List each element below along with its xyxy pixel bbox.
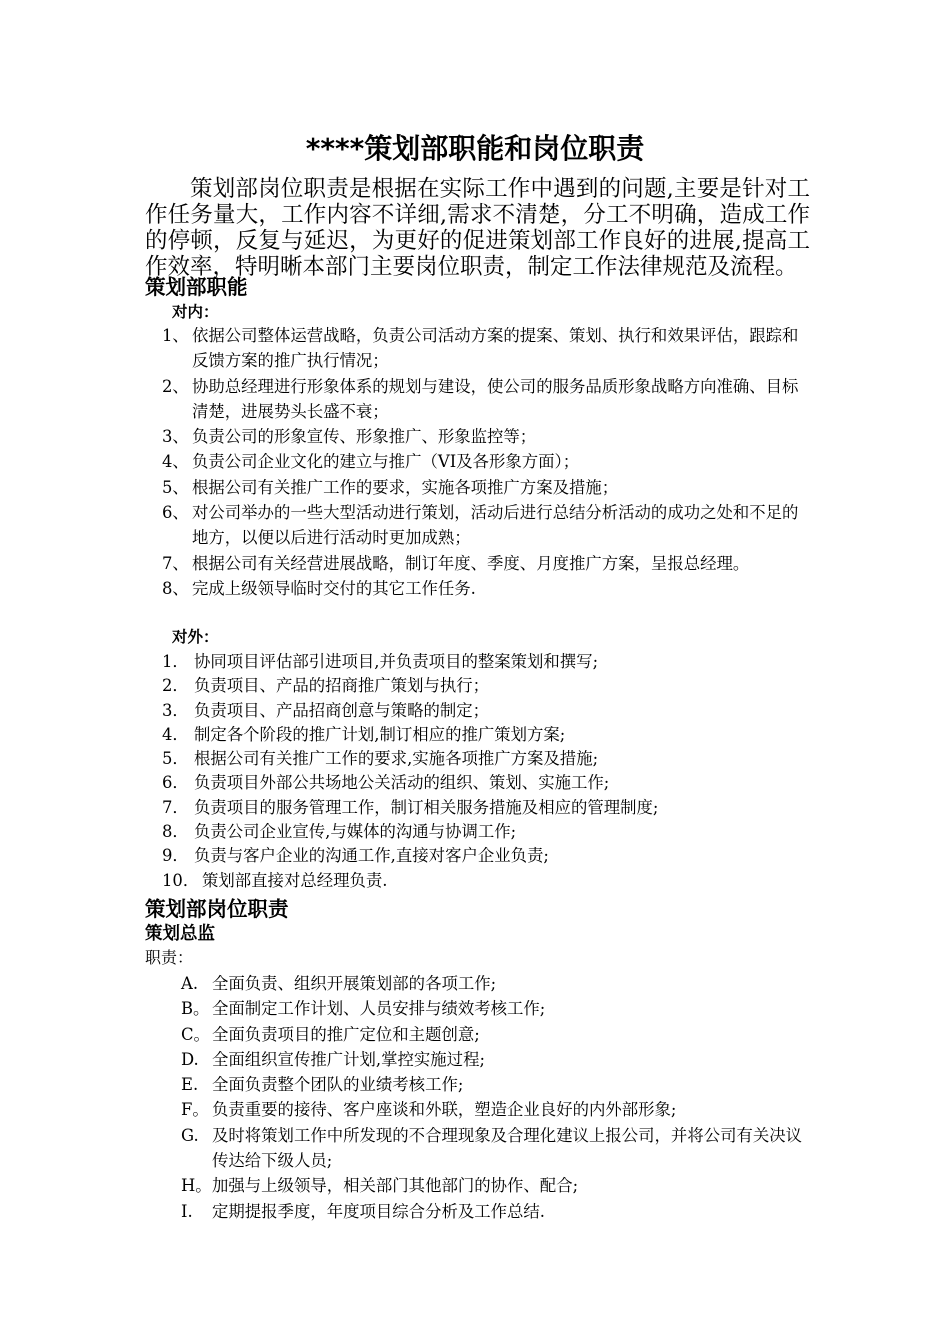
internal-function-item <box>162 576 812 601</box>
duty-item <box>181 1123 811 1174</box>
list-item-text: 根据公司有关推广工作的要求,实施各项推广方案及措施; <box>194 749 599 769</box>
list-item-text: 全面负责、组织开展策划部的各项工作; <box>212 974 497 993</box>
list-item-text: 负责项目的服务管理工作，制订相关服务措施及相应的管理制度; <box>194 797 659 817</box>
duty-item <box>181 1072 811 1097</box>
list-item-text: 完成上级领导临时交付的其它工作任务. <box>192 578 476 598</box>
list-item-text: 负责项目、产品的招商推广策划与执行； <box>194 676 490 696</box>
list-item-text: 制定各个阶段的推广计划,制订相应的推广策划方案; <box>194 724 566 744</box>
duty-item <box>181 1199 811 1224</box>
external-function-item <box>162 723 812 747</box>
list-item-number: 1． <box>162 652 189 671</box>
external-function-item <box>162 747 812 771</box>
internal-function-item <box>162 500 812 551</box>
list-item-text: 策划部直接对总经理负责. <box>202 870 388 890</box>
external-function-item <box>162 844 812 868</box>
list-item-number: 9． <box>162 846 189 866</box>
list-item-number: 7、 <box>162 553 189 573</box>
internal-functions-list <box>162 323 812 601</box>
list-item-text: 全面组织宣传推广计划,掌控实施过程; <box>212 1049 485 1069</box>
internal-function-item <box>162 449 812 474</box>
list-item-number: I. <box>181 1201 193 1221</box>
external-function-item <box>162 869 812 893</box>
internal-function-item <box>162 323 812 374</box>
list-item-number: 6． <box>162 773 189 793</box>
list-item-text: 根据公司有关推广工作的要求，实施各项推广方案及措施； <box>192 477 619 497</box>
internal-function-item <box>162 475 812 500</box>
list-item-number: 2、 <box>162 376 189 396</box>
external-function-item <box>162 820 812 844</box>
internal-label: 对内： <box>172 303 219 321</box>
external-function-item <box>162 796 812 820</box>
external-function-item <box>162 771 812 795</box>
duty-item <box>181 1097 811 1122</box>
internal-function-item <box>162 551 812 576</box>
list-item-number: 5． <box>162 749 189 769</box>
internal-function-item <box>162 424 812 449</box>
list-item-number: 7． <box>162 797 189 817</box>
list-item-text: 及时将策划工作中所发现的不合理现象及合理化建议上报公司，并将公司有关决议传达给下级人员; <box>212 1125 803 1171</box>
duty-item <box>181 971 811 996</box>
list-item-text: 负责公司企业文化的建立与推广（VI及各形象方面）； <box>192 452 580 472</box>
role-heading: 策划总监 <box>145 924 215 944</box>
list-item-text: 负责重要的接待、客户座谈和外联，塑造企业良好的内外部形象; <box>212 1100 677 1120</box>
external-function-item <box>162 699 812 723</box>
section-heading-duties: 策划部岗位职责 <box>145 897 289 921</box>
list-item-number: G. <box>181 1125 199 1145</box>
section-heading-functions: 策划部职能 <box>145 275 248 299</box>
external-function-item <box>162 650 812 674</box>
external-functions-list <box>162 650 812 893</box>
list-item-text: 对公司举办的一些大型活动进行策划，活动后进行总结分析活动的成功之处和不足的地方，以便以后进行活动时更加成熟； <box>192 503 799 548</box>
list-item-number: B。 <box>181 999 210 1019</box>
list-item-text: 依据公司整体运营战略，负责公司活动方案的提案、策划、执行和效果评估，跟踪和反馈方案的推广执行情况； <box>192 326 799 371</box>
list-item-number: 8． <box>162 822 189 842</box>
list-item-number: 10． <box>162 870 200 890</box>
list-item-number: 4、 <box>162 452 189 472</box>
list-item-text: 负责与客户企业的沟通工作,直接对客户企业负责; <box>194 846 549 866</box>
list-item-text: 协同项目评估部引进项目,并负责项目的整案策划和撰写; <box>194 652 599 671</box>
director-duties-list <box>181 971 811 1224</box>
duty-item <box>181 1173 811 1198</box>
duties-label: 职责： <box>145 948 194 967</box>
list-item-text: 定期提报季度，年度项目综合分析及工作总结. <box>212 1201 546 1221</box>
list-item-number: E. <box>181 1075 199 1095</box>
list-item-number: 5、 <box>162 477 189 497</box>
list-item-text: 加强与上级领导，相关部门其他部门的协作、配合; <box>212 1176 579 1196</box>
list-item-number: D. <box>181 1049 199 1069</box>
list-item-text: 负责公司的形象宣传、形象推广、形象监控等； <box>192 427 537 447</box>
list-item-text: 负责项目外部公共场地公关活动的组织、策划、实施工作; <box>194 773 610 793</box>
external-function-item <box>162 674 812 698</box>
list-item-number: 6、 <box>162 503 189 523</box>
list-item-number: F。 <box>181 1100 209 1120</box>
list-item-text: 全面负责整个团队的业绩考核工作; <box>212 1075 464 1095</box>
list-item-number: C。 <box>181 1024 210 1044</box>
list-item-text: 负责项目、产品招商创意与策略的制定； <box>194 700 490 720</box>
intro-paragraph: 策划部岗位职责是根据在实际工作中遇到的问题,主要是针对工作任务量大，工作内容不详细,需求不清楚，分工不明确，造成工作的停顿，反复与延迟，为更好的促进策划部工作良好的进展,提高工作效率，特明晰本部门主要岗位职责，制定工作法律规范及流程。 <box>145 176 810 280</box>
duty-item <box>181 1047 811 1072</box>
list-item-text: 全面负责项目的推广定位和主题创意; <box>212 1024 480 1044</box>
external-label: 对外： <box>172 628 219 646</box>
list-item-number: 2． <box>162 676 189 696</box>
list-item-number: 4． <box>162 724 189 744</box>
list-item-number: A. <box>181 974 199 993</box>
list-item-number: H。 <box>181 1176 212 1196</box>
document-title: ****策划部职能和岗位职责 <box>305 132 645 165</box>
list-item-number: 1、 <box>162 326 189 345</box>
list-item-text: 负责公司企业宣传,与媒体的沟通与协调工作; <box>194 822 517 842</box>
list-item-number: 3、 <box>162 427 189 447</box>
duty-item <box>181 1022 811 1047</box>
duty-item <box>181 996 811 1021</box>
list-item-text: 根据公司有关经营进展战略，制订年度、季度、月度推广方案，呈报总经理。 <box>192 553 750 573</box>
list-item-text: 全面制定工作计划、人员安排与绩效考核工作; <box>212 999 546 1019</box>
list-item-number: 8、 <box>162 578 189 598</box>
internal-function-item <box>162 374 812 425</box>
list-item-number: 3． <box>162 700 189 720</box>
list-item-text: 协助总经理进行形象体系的规划与建设，使公司的服务品质形象战略方向准确、目标清楚，进展势头长盛不衰； <box>192 376 799 421</box>
